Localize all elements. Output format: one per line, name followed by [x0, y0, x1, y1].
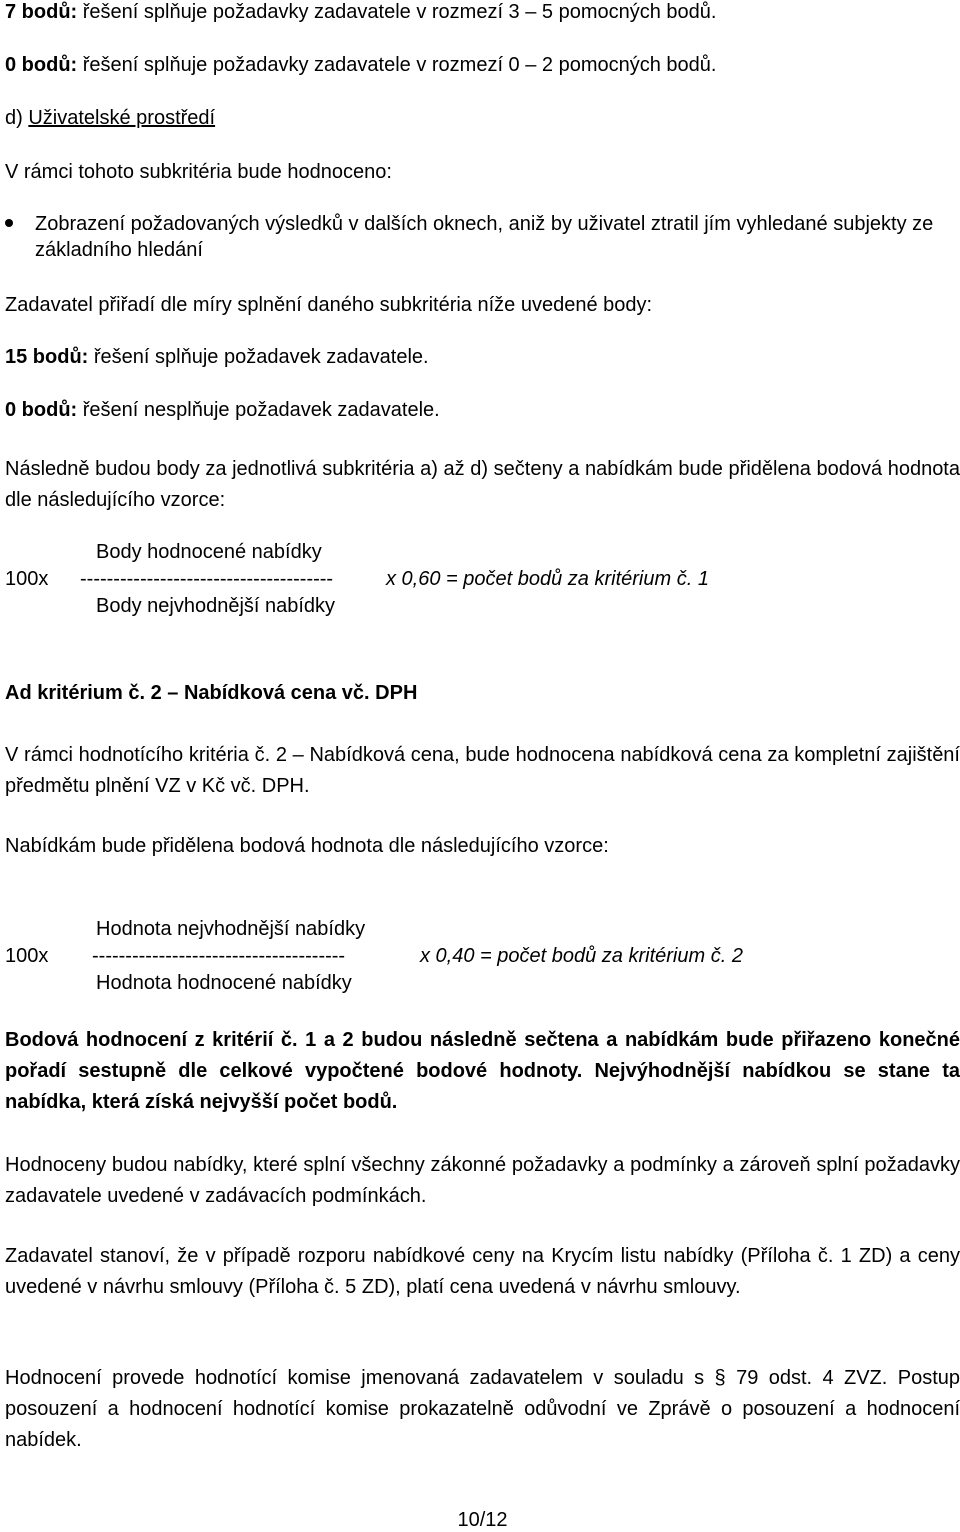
- section-d-title: Uživatelské prostředí: [28, 107, 216, 129]
- points-7-line: [5, 0, 716, 24]
- eligibility-paragraph: Hodnoceny budou nabídky, které splní všechny zákonné požadavky a podmínky a zároveň splní požadavky zadavatele uvedené v zadávacích podmínkách.: [5, 1154, 960, 1207]
- points-0-line: [5, 398, 440, 422]
- points-0-label: 0 bodů:: [5, 399, 78, 421]
- page-number: 10/12: [457, 1509, 508, 1531]
- criterion2-heading: Ad kritérium č. 2 – Nabídková cena vč. DPH: [5, 682, 418, 704]
- formula2-numerator: Hodnota nejvhodnější nabídky: [96, 918, 366, 940]
- summation-paragraph: Následně budou body za jednotlivá subkritéria a) až d) sečteny a nabídkám bude přidělena bodová hodnota dle následujícího vzorce:: [5, 458, 960, 511]
- subcriterion-intro: V rámci tohoto subkritéria bude hodnoceno:: [5, 161, 392, 183]
- points-0-range-label: 0 bodů:: [5, 54, 78, 76]
- formula2-prefix: 100x: [5, 945, 49, 967]
- formula2-fraction-line: --------------------------------------: [92, 945, 346, 967]
- points-0-range-text: řešení splňuje požadavky zadavatele v rozmezí 0 – 2 pomocných bodů.: [77, 54, 717, 76]
- points-15-label: 15 bodů:: [5, 346, 89, 368]
- points-15-text: řešení splňuje požadavek zadavatele.: [88, 346, 429, 368]
- formula2-denominator: Hodnota hodnocené nabídky: [96, 972, 352, 994]
- final-scoring-paragraph: Bodová hodnocení z kritérií č. 1 a 2 budou následně sečtena a nabídkám bude přiřazeno konečné pořadí sestupně dle celkové vypočtené bodové hodnoty. Nejvýhodnější nabídkou se stane ta nabídka, která získá nejvyšší počet bodů.: [5, 1029, 960, 1113]
- price-conflict-paragraph: Zadavatel stanoví, že v případě rozporu nabídkové ceny na Krycím listu nabídky (Příloha č. 1 ZD) a ceny uvedené v návrhu smlouvy (Příloha č. 5 ZD), platí cena uvedená v návrhu smlouvy.: [5, 1245, 960, 1298]
- document-page: [5, 0, 960, 1531]
- points-7-label: 7 bodů:: [5, 1, 78, 23]
- bullet-icon: [5, 219, 13, 227]
- formula1-denominator: Body nejvhodnější nabídky: [96, 595, 336, 617]
- section-d-prefix: d): [5, 107, 29, 129]
- points-7-text: řešení splňuje požadavky zadavatele v rozmezí 3 – 5 pomocných bodů.: [77, 1, 717, 23]
- formula1-result: x 0,60 = počet bodů za kritérium č. 1: [386, 568, 709, 590]
- points-0-range-line: [5, 53, 716, 77]
- formula2-intro: Nabídkám bude přidělena bodová hodnota dle následujícího vzorce:: [5, 835, 609, 857]
- points-15-line: [5, 345, 429, 369]
- formula1-fraction-line: --------------------------------------: [80, 568, 334, 590]
- points-0-text: řešení nesplňuje požadavek zadavatele.: [77, 399, 440, 421]
- criterion2-paragraph: V rámci hodnotícího kritéria č. 2 – Nabídková cena, bude hodnocena nabídková cena za kompletní zajištění předmětu plnění VZ v Kč vč. DPH.: [5, 744, 960, 797]
- formula1-numerator: Body hodnocené nabídky: [96, 541, 322, 563]
- formula2-result: x 0,40 = počet bodů za kritérium č. 2: [420, 945, 743, 967]
- bullet-item: Zobrazení požadovaných výsledků v dalších oknech, aniž by uživatel ztratil jím vyhledané subjekty ze základního hledání: [35, 213, 934, 261]
- formula1-prefix: 100x: [5, 568, 49, 590]
- section-d-heading: [5, 106, 215, 130]
- assigns-points-text: Zadavatel přiřadí dle míry splnění daného subkritéria níže uvedené body:: [5, 294, 653, 316]
- evaluation-committee-paragraph: Hodnocení provede hodnotící komise jmenovaná zadavatelem v souladu s § 79 odst. 4 ZVZ. Postup posouzení a hodnocení hodnotící komise prokazatelně odůvodní ve Zprávě o posouzení a hodnocení nabídek.: [5, 1367, 960, 1451]
